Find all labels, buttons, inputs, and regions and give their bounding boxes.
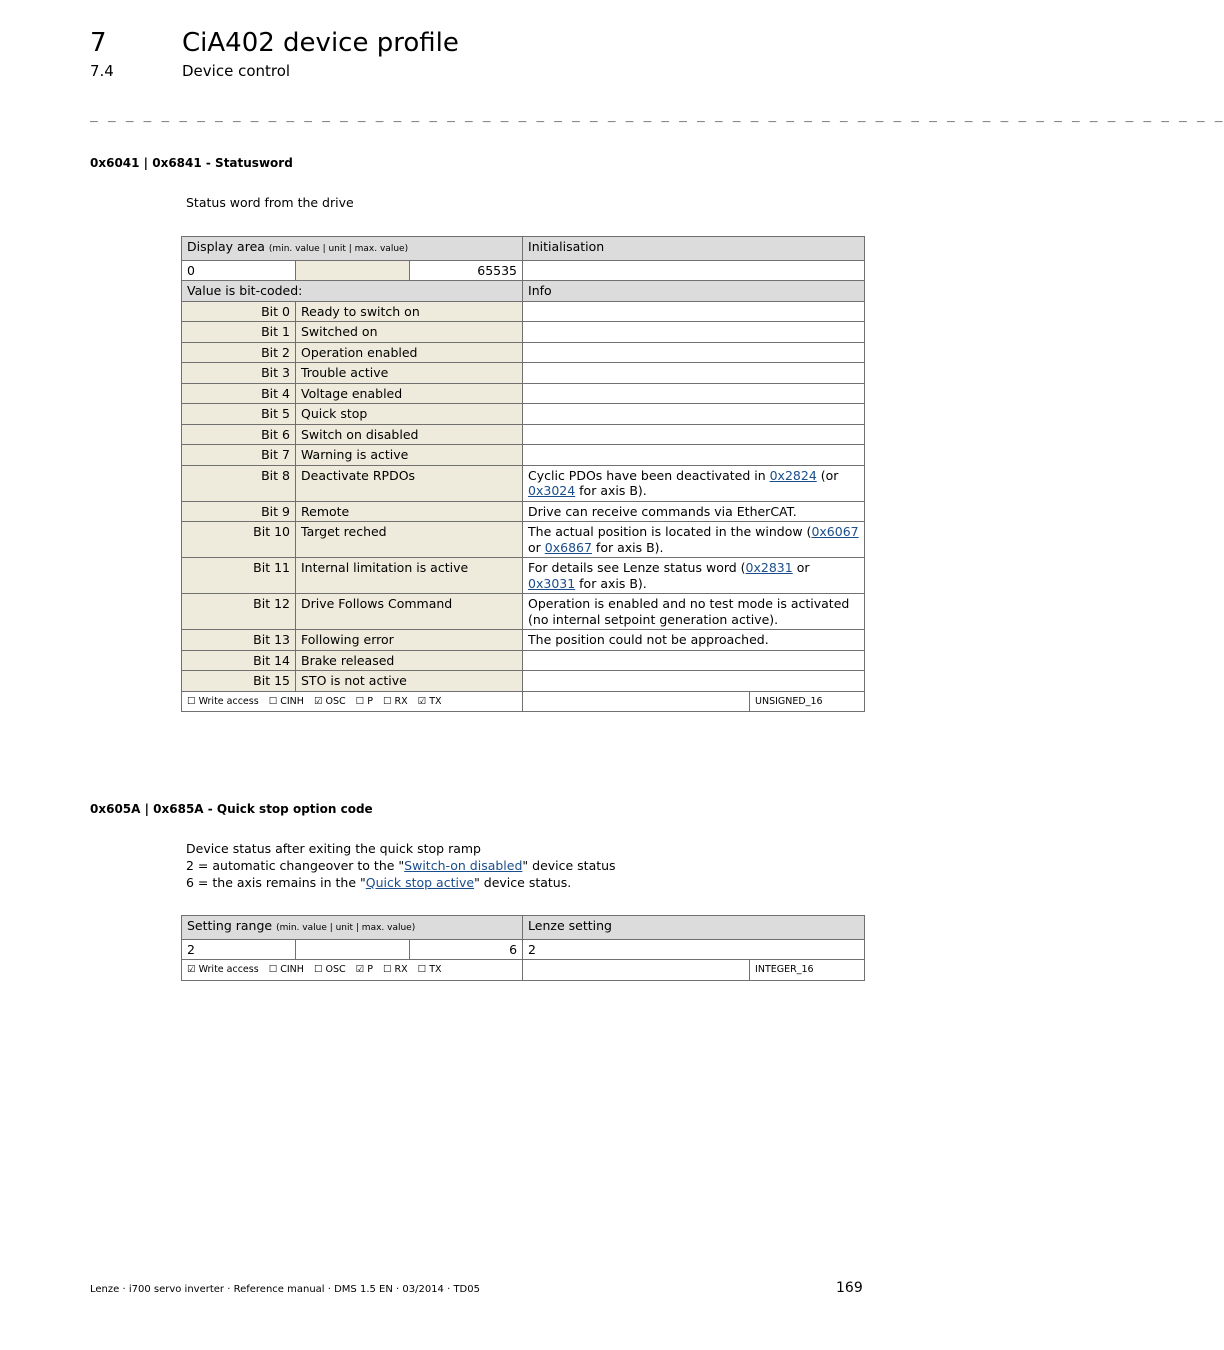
info-text: Drive can receive commands via EtherCAT. — [528, 503, 797, 519]
bit-number: Bit 6 — [182, 424, 296, 445]
flag-item — [187, 964, 259, 975]
bit-info — [523, 671, 865, 692]
bitcoded-header-row — [182, 281, 865, 302]
initialisation-header: Initialisation — [523, 237, 865, 261]
flag-item — [269, 696, 304, 707]
chapter-number: 7 — [90, 28, 107, 58]
flag-label: OSC — [325, 964, 346, 975]
info-text: for axis B). — [575, 575, 647, 591]
lenze-setting-value: 2 — [523, 939, 865, 960]
table-row — [182, 445, 865, 466]
table-header-row — [182, 237, 865, 261]
table-row — [182, 650, 865, 671]
info-text: For details see Lenze status word ( — [528, 560, 746, 575]
bit-name: Deactivate RPDOs — [296, 465, 523, 501]
flag-label: Write access — [198, 964, 259, 975]
table-row — [182, 424, 865, 445]
section-title: Device control — [182, 62, 291, 80]
bit-info — [523, 501, 865, 522]
footer-text: Lenze · i700 servo inverter · Reference manual · DMS 1.5 EN · 03/2014 · TD05 — [90, 1284, 480, 1295]
switch-on-disabled-link[interactable]: Switch-on disabled — [404, 858, 523, 873]
info-link[interactable]: 0x2824 — [769, 467, 817, 483]
bit-number: Bit 0 — [182, 301, 296, 322]
bit-number: Bit 2 — [182, 342, 296, 363]
max-value: 6 — [410, 939, 523, 960]
statusword-heading: 0x6041 | 0x6841 - Statusword — [90, 156, 293, 170]
bit-number: Bit 12 — [182, 594, 296, 630]
table-row — [182, 594, 865, 630]
flag-item — [269, 964, 304, 975]
flag-label: P — [367, 695, 373, 707]
statusword-table — [181, 236, 865, 712]
info-link[interactable]: 0x3024 — [528, 483, 576, 498]
page-number: 169 — [836, 1280, 863, 1296]
setting-range-header — [182, 916, 523, 940]
checkbox-icon: ☐ — [382, 695, 392, 707]
table-row — [182, 501, 865, 522]
table-row — [182, 465, 865, 501]
line3-text-a: 6 = the axis remains in the " — [186, 875, 366, 890]
unit-value — [296, 260, 410, 281]
setting-range-hint: (min. value | unit | max. value) — [276, 923, 416, 933]
quickstop-line3 — [186, 874, 616, 891]
checkbox-icon: ☐ — [268, 695, 278, 707]
bit-number: Bit 1 — [182, 322, 296, 343]
bit-number: Bit 11 — [182, 558, 296, 594]
checkbox-icon: ☑ — [313, 695, 323, 707]
bit-info — [523, 630, 865, 651]
info-text: The actual position is located in the window ( — [528, 524, 812, 539]
data-type: INTEGER_16 — [750, 960, 865, 981]
table-row — [182, 404, 865, 425]
bit-number: Bit 5 — [182, 404, 296, 425]
flag-label: CINH — [280, 964, 304, 975]
bit-info — [523, 342, 865, 363]
access-flags — [182, 691, 523, 712]
bit-info — [523, 522, 865, 558]
flag-label: P — [367, 964, 373, 975]
line2-text-a: 2 = automatic changeover to the " — [186, 858, 405, 873]
checkbox-icon: ☑ — [187, 964, 196, 975]
flag-item — [187, 696, 259, 707]
bit-info — [523, 383, 865, 404]
bit-info — [523, 424, 865, 445]
statusword-description: Status word from the drive — [186, 195, 354, 210]
checkbox-icon: ☐ — [187, 695, 196, 707]
bit-name: Switch on disabled — [296, 424, 523, 445]
setting-range-label: Setting range — [187, 918, 273, 933]
info-text: or — [528, 539, 545, 555]
flag-item — [383, 964, 408, 975]
bit-name: Warning is active — [296, 445, 523, 466]
info-text: The position could not be approached. — [528, 632, 769, 647]
min-value: 0 — [182, 260, 296, 281]
info-text: Operation is enabled and no test mode is activated (no internal setpoint generation active). — [528, 596, 850, 627]
checkbox-icon: ☐ — [382, 964, 392, 975]
flag-item — [383, 696, 408, 707]
bit-number: Bit 8 — [182, 465, 296, 501]
bit-name: Ready to switch on — [296, 301, 523, 322]
lenze-setting-header: Lenze setting — [523, 916, 865, 940]
section-number: 7.4 — [90, 62, 114, 80]
bit-info — [523, 594, 865, 630]
checkbox-icon: ☐ — [417, 964, 427, 975]
bit-name: Switched on — [296, 322, 523, 343]
flag-item — [418, 964, 442, 975]
bit-name: STO is not active — [296, 671, 523, 692]
bit-number: Bit 13 — [182, 630, 296, 651]
info-text: or — [792, 560, 810, 575]
initialisation-value — [523, 260, 865, 281]
bit-info — [523, 363, 865, 384]
flag-label: CINH — [280, 695, 304, 707]
flag-label: TX — [429, 695, 442, 707]
table-row — [182, 522, 865, 558]
info-text: (or — [816, 467, 839, 483]
quickstop-table — [181, 915, 865, 981]
bit-name: Quick stop — [296, 404, 523, 425]
quickstop-line1: Device status after exiting the quick stop ramp — [186, 841, 481, 856]
bit-name: Remote — [296, 501, 523, 522]
table-row — [182, 671, 865, 692]
bit-number: Bit 7 — [182, 445, 296, 466]
flags-row — [182, 960, 865, 981]
checkbox-icon: ☐ — [313, 964, 323, 975]
flags-row — [182, 691, 865, 712]
bit-name: Voltage enabled — [296, 383, 523, 404]
info-text: for axis B). — [591, 539, 664, 555]
quick-stop-active-link[interactable]: Quick stop active — [365, 875, 475, 890]
bit-number: Bit 4 — [182, 383, 296, 404]
bit-number: Bit 3 — [182, 363, 296, 384]
bit-number: Bit 9 — [182, 501, 296, 522]
flag-label: Write access — [198, 695, 259, 707]
flag-item — [314, 964, 346, 975]
line3-text-b: " device status. — [474, 875, 572, 890]
data-type: UNSIGNED_16 — [750, 691, 865, 712]
bit-name: Target reched — [296, 522, 523, 558]
display-area-header — [182, 237, 523, 261]
bit-info — [523, 465, 865, 501]
flag-item — [314, 696, 346, 707]
access-flags — [182, 960, 523, 981]
table-row — [182, 558, 865, 594]
bit-name: Following error — [296, 630, 523, 651]
bit-name: Brake released — [296, 650, 523, 671]
bitcoded-label: Value is bit-coded: — [182, 281, 523, 302]
table-row — [182, 630, 865, 651]
bit-number: Bit 15 — [182, 671, 296, 692]
info-text: for axis B). — [575, 483, 647, 498]
bit-info — [523, 301, 865, 322]
bit-info — [523, 650, 865, 671]
quickstop-heading: 0x605A | 0x685A - Quick stop option code — [90, 802, 373, 816]
range-row — [182, 939, 865, 960]
flag-label: OSC — [325, 695, 346, 707]
chapter-title: CiA402 device profile — [182, 28, 459, 58]
table-row — [182, 363, 865, 384]
bit-info — [523, 322, 865, 343]
bit-number: Bit 14 — [182, 650, 296, 671]
checkbox-icon: ☑ — [355, 964, 365, 975]
flags-spacer — [523, 960, 750, 981]
unit-value — [296, 939, 410, 960]
flag-label: RX — [394, 695, 408, 707]
flag-item — [418, 696, 442, 707]
table-row — [182, 301, 865, 322]
flags-spacer — [523, 691, 750, 712]
quickstop-description — [186, 840, 616, 891]
checkbox-icon: ☐ — [268, 964, 278, 975]
bit-info — [523, 558, 865, 594]
bit-name: Drive Follows Command — [296, 594, 523, 630]
bit-name: Operation enabled — [296, 342, 523, 363]
bit-info — [523, 404, 865, 425]
table-row — [182, 342, 865, 363]
bit-name: Trouble active — [296, 363, 523, 384]
info-text: Cyclic PDOs have been deactivated in — [528, 467, 770, 483]
flag-label: TX — [429, 964, 442, 975]
table-header-row — [182, 916, 865, 940]
info-link[interactable]: 0x2831 — [745, 560, 793, 575]
min-value: 2 — [182, 939, 296, 960]
table-row — [182, 383, 865, 404]
range-row — [182, 260, 865, 281]
display-area-hint: (min. value | unit | max. value) — [268, 244, 409, 254]
info-link[interactable]: 0x6067 — [811, 524, 859, 539]
display-area-label: Display area — [187, 239, 265, 254]
bit-number: Bit 10 — [182, 522, 296, 558]
bit-info — [523, 445, 865, 466]
flag-item — [356, 964, 373, 975]
flag-item — [356, 696, 373, 707]
info-link[interactable]: 0x3031 — [528, 575, 576, 591]
table-row — [182, 322, 865, 343]
info-link[interactable]: 0x6867 — [544, 539, 592, 555]
info-header: Info — [523, 281, 865, 302]
line2-text-b: " device status — [522, 858, 616, 873]
header-separator: _ _ _ _ _ _ _ _ _ _ _ _ _ _ _ _ _ _ _ _ _ _ _ _ _ _ _ _ _ _ _ _ _ _ _ _ _ _ _ _ _ _ _ _ _ _ _ _ _ _ _ _ _ _ _ _ _ _ _ _ _ _ _ _ — [90, 108, 1224, 123]
bit-name: Internal limitation is active — [296, 558, 523, 594]
max-value: 65535 — [410, 260, 523, 281]
checkbox-icon: ☐ — [355, 695, 365, 707]
quickstop-line2 — [186, 857, 616, 874]
checkbox-icon: ☑ — [417, 695, 427, 707]
flag-label: RX — [394, 964, 408, 975]
